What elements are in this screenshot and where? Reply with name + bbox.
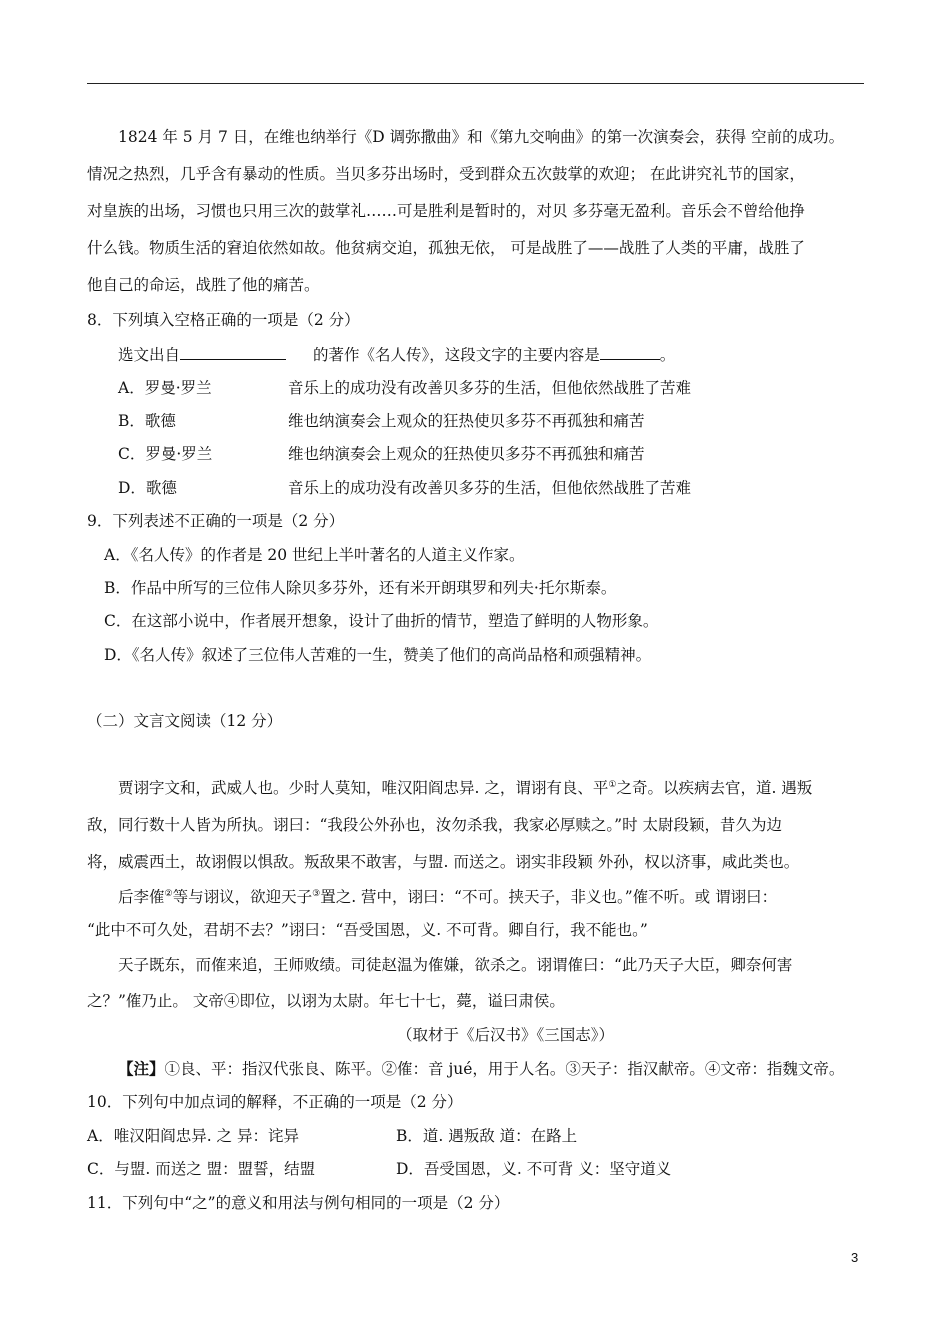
q8-blank-content[interactable]	[600, 344, 660, 360]
q8-fill-line	[118, 344, 675, 365]
q10-option-b[interactable]: B．道. 遇叛敌 道：在路上	[396, 1127, 578, 1145]
q8-fill-middle: 的著作《名人传》，这段文字的主要内容是	[313, 346, 600, 364]
q8-option-a-text: 音乐上的成功没有改善贝多芬的生活，但他依然战胜了苦难	[288, 379, 692, 397]
footnote-mark-3: ③	[312, 888, 321, 899]
q10-option-a[interactable]: A．唯汉阳阎忠异. 之 异：诧异	[87, 1127, 299, 1145]
q9-option-c[interactable]: C．在这部小说中，作者展开想象，设计了曲折的情节，塑造了鲜明的人物形象。	[104, 612, 659, 630]
footnote-mark-1: ①	[608, 779, 617, 790]
classical-p3-line-1: 天子既东，而傕来追，王师败绩。司徒赵温为傕嫌，欲杀之。诩谓傕曰：“此乃天子大臣，卿奈何害	[118, 956, 793, 974]
passage-line-1: 1824 年 5 月 7 日，在维也纳举行《D 调弥撒曲》和《第九交响曲》的第一次演奏会，获得 空前的成功。	[118, 128, 845, 146]
q8-option-c-label: C．罗曼·罗兰	[118, 445, 213, 463]
classical-p2-line-2: “此中不可久处，君胡不去？”诩曰：“吾受国恩，义. 不可背。卿自行，我不能也。”	[87, 921, 648, 939]
classical-p2-seg-1: 后李傕	[118, 888, 165, 906]
q8-option-c-text: 维也纳演奏会上观众的狂热使贝多芬不再孤独和痛苦	[288, 445, 645, 463]
classical-p3-line-2: 之？”傕乃止。 文帝④即位，以诩为太尉。年七十七，薨，谥曰肃侯。	[87, 992, 565, 1010]
classical-p1-line-3: 将，威震西土，故诩假以惧敌。叛敌果不敢害，与盟. 而送之。诩实非段颖 外孙，权以济事，咸此类也。	[87, 853, 800, 871]
passage-line-5: 他自己的命运，战胜了他的痛苦。	[87, 276, 320, 294]
q8-option-c[interactable]	[118, 444, 768, 464]
classical-p2-seg-3: 置之. 营中，诩曰：“不可。挟天子，非义也。”傕不听。或 谓诩曰：	[320, 888, 778, 906]
section-2-title: （二）文言文阅读（12 分）	[87, 712, 283, 730]
classical-p1-line-1	[118, 778, 812, 798]
classical-p2-line-1	[118, 887, 777, 907]
classical-p1-line-1a: 贾诩字文和，武威人也。少时人莫知，唯汉阳阎忠异. 之，谓诩有良、平	[118, 779, 609, 797]
q8-option-b-label: B．歌德	[118, 412, 176, 430]
passage-line-3: 对皇族的出场，习惯也只用三次的鼓掌礼……可是胜利是暂时的，对贝 多芬毫无盈利。音乐会不曾给他挣	[87, 202, 805, 220]
q8-option-b[interactable]	[118, 411, 768, 431]
q8-option-a[interactable]	[118, 378, 768, 398]
q8-stem: 8．下列填入空格正确的一项是（2 分）	[87, 311, 360, 329]
q8-option-b-text: 维也纳演奏会上观众的狂热使贝多芬不再孤独和痛苦	[288, 412, 645, 430]
classical-p1-line-1b: 之奇。以疾病去官，道. 遇叛	[616, 779, 813, 797]
header-rule	[87, 83, 864, 84]
q8-option-d-text: 音乐上的成功没有改善贝多芬的生活，但他依然战胜了苦难	[288, 479, 692, 497]
q10-stem: 10．下列句中加点词的解释，不正确的一项是（2 分）	[87, 1093, 463, 1111]
q9-stem: 9．下列表述不正确的一项是（2 分）	[87, 512, 345, 530]
q8-option-a-label: A．罗曼·罗兰	[118, 379, 212, 397]
q8-option-d[interactable]	[118, 478, 768, 498]
q8-fill-suffix: 。	[659, 346, 676, 364]
q9-option-a[interactable]: A．《名人传》的作者是 20 世纪上半叶著名的人道主义作家。	[104, 546, 525, 564]
q10-option-c[interactable]: C．与盟. 而送之 盟：盟誓，结盟	[87, 1160, 316, 1178]
passage-line-4: 什么钱。物质生活的窘迫依然如故。他贫病交迫，孤独无依， 可是战胜了——战胜了人类的平庸，战胜了	[87, 239, 805, 257]
q8-option-d-label: D．歌德	[118, 479, 177, 497]
page-number: 3	[851, 1250, 859, 1265]
note-head: 【注】	[118, 1059, 165, 1078]
q9-option-b[interactable]: B．作品中所写的三位伟人除贝多芬外，还有米开朗琪罗和列夫·托尔斯泰。	[104, 579, 617, 597]
classical-note	[118, 1059, 844, 1079]
classical-source: （取材于《后汉书》《三国志》）	[397, 1026, 615, 1044]
passage-line-2: 情况之热烈，几乎含有暴动的性质。当贝多芬出场时，受到群众五次鼓掌的欢迎； 在此讲究礼节的国家，	[87, 165, 805, 183]
q11-stem: 11．下列句中“之”的意义和用法与例句相同的一项是（2 分）	[87, 1194, 510, 1212]
q10-option-d[interactable]: D．吾受国恩，义. 不可背 义：坚守道义	[396, 1160, 672, 1178]
footnote-mark-2: ②	[164, 888, 173, 899]
q9-option-d[interactable]: D．《名人传》叙述了三位伟人苦难的一生，赞美了他们的高尚品格和顽强精神。	[104, 646, 652, 664]
q8-blank-author[interactable]	[180, 344, 286, 360]
q8-fill-prefix: 选文出自	[118, 346, 181, 364]
classical-p2-seg-2: 等与诩议，欲迎天子	[172, 888, 313, 906]
note-body: ①良、平：指汉代张良、陈平。②傕：音 jué，用于人名。③天子：指汉献帝。④文帝：指魏文帝。	[164, 1060, 845, 1078]
classical-p1-line-2: 敌，同行数十人皆为所执。诩曰：“我段公外孙也，汝勿杀我，我家必厚赎之。”时 太尉段颖，昔久为边	[87, 816, 783, 834]
